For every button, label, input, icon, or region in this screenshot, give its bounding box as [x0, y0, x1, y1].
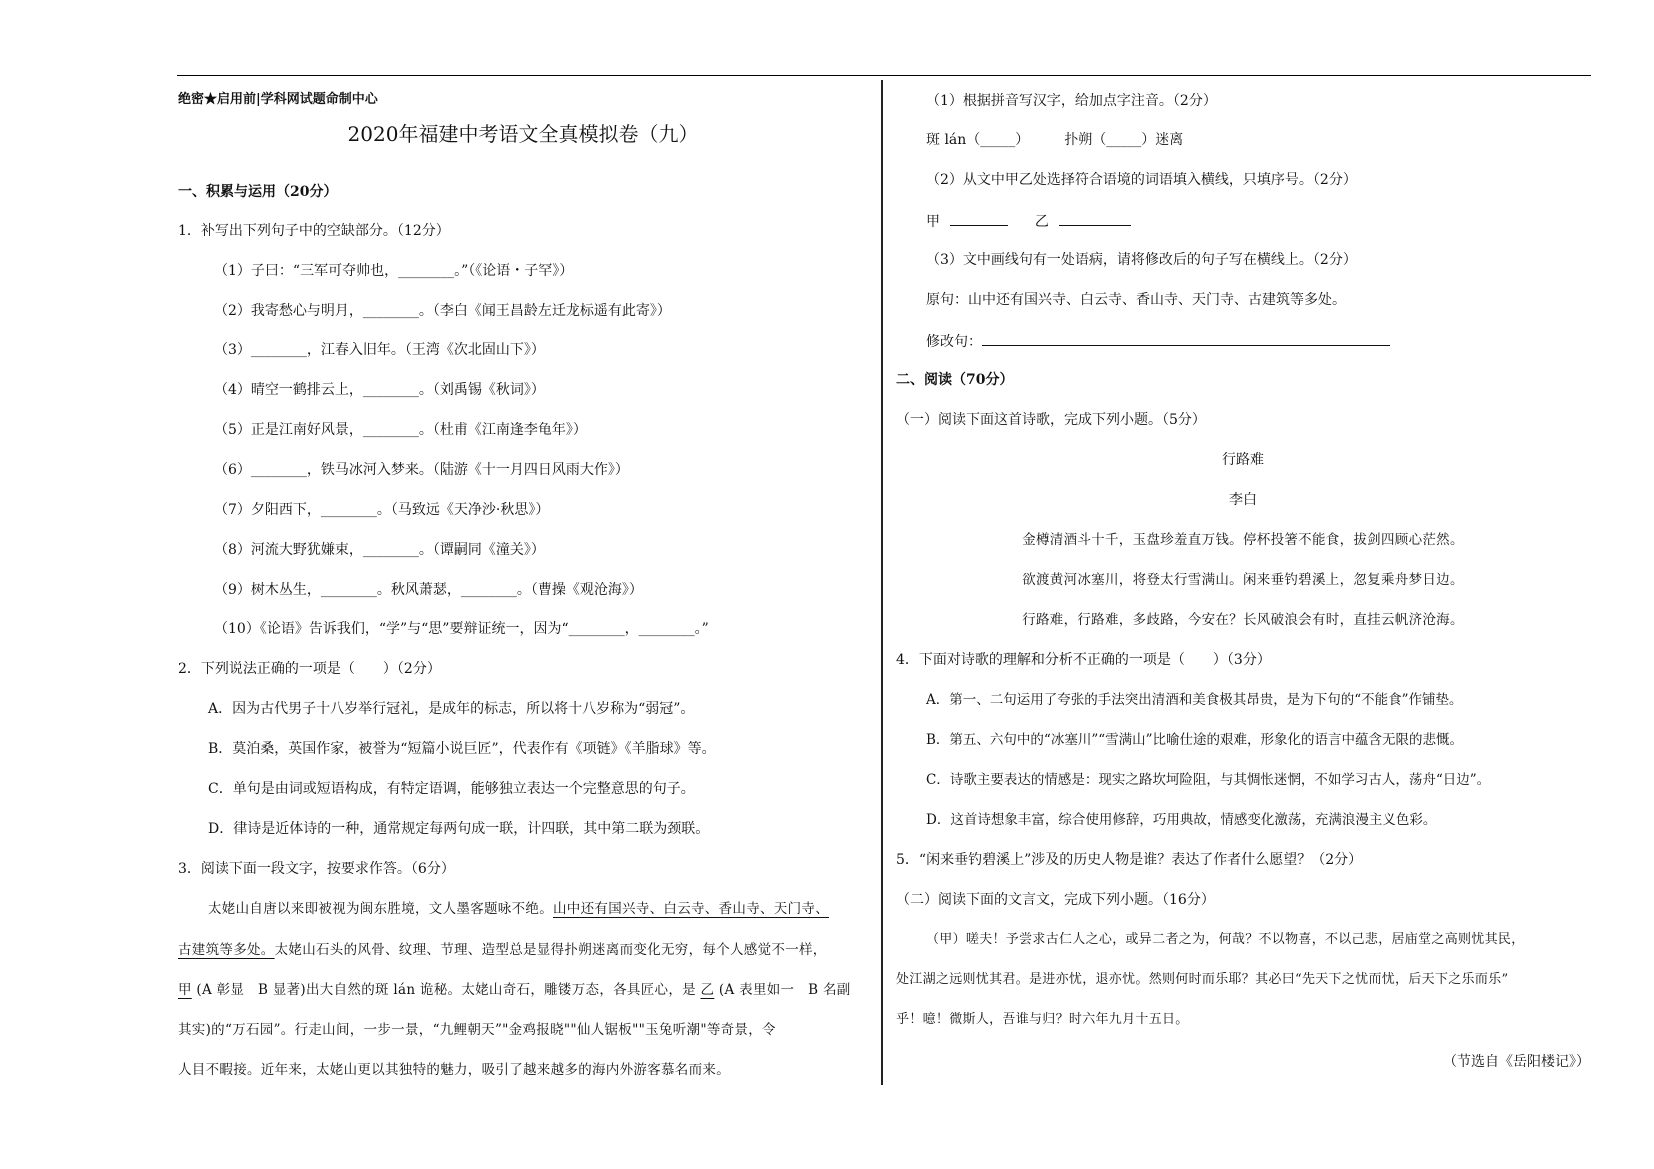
q4-option-d: D．这首诗想象丰富，综合使用修辞，巧用典故，情感变化激荡，充满浪漫主义色彩。	[926, 812, 1437, 828]
jia-blank[interactable]	[950, 211, 1008, 226]
q3-passage-line: 人目不暇接。近年来，太姥山更以其独特的魅力，吸引了越来越多的海内外游客慕名而来。	[178, 1062, 730, 1078]
q4-option-c: C．诗歌主要表达的情感是：现实之路坎坷险阻，与其惆怅迷惘，不如学习古人，荡舟“日边”。	[926, 772, 1491, 788]
revised-sentence-line	[896, 331, 1390, 351]
q1-item: （1）子曰：“三军可夺帅也，________。”（《论语・子罕》）	[214, 263, 574, 279]
blank-yi: 乙	[700, 982, 715, 998]
q4-option-b: B．第五、六句中的“冰塞川”“雪满山”比喻仕途的艰难，形象化的语言中蕴含无限的悲慨。	[926, 732, 1464, 748]
q3-passage-line	[178, 900, 829, 918]
underlined-sentence: 山中还有国兴寺、白云寺、香山寺、天门寺、	[553, 901, 829, 917]
q1-item: （10）《论语》告诉我们，“学”与“思”要辩证统一，因为“________，________。”	[214, 621, 709, 637]
q4-option-a: A．第一、二句运用了夸张的手法突出清酒和美食极其昂贵，是为下句的“不能食”作铺垫。	[926, 692, 1463, 708]
q4-stem: 4．下面对诗歌的理解和分析不正确的一项是（ ）（3分）	[896, 652, 1271, 668]
yi-label: 乙	[1034, 214, 1049, 230]
page-title: 2020年福建中考语文全真模拟卷（九）	[347, 122, 699, 146]
secret-label: 绝密★启用前|学科网试题命制中心	[178, 92, 378, 107]
revised-label: 修改句：	[926, 334, 982, 350]
classical-text-line: 乎！噫！微斯人，吾谁与归？时六年九月十五日。	[896, 1012, 1189, 1027]
q1-item: （8）河流大野犹嫌束，________。（谭嗣同《潼关》）	[214, 542, 545, 558]
q3-passage-line	[178, 981, 851, 999]
pinyin-blanks: 斑 lán（_____） 扑朔（_____）迷离	[926, 132, 1184, 148]
q1-stem: 1．补写出下列句子中的空缺部分。（12分）	[178, 223, 450, 239]
q5-stem: 5．“闲来垂钓碧溪上”涉及的历史人物是谁？表达了作者什么愿望？（2分）	[896, 852, 1363, 868]
underlined-sentence: 古建筑等多处。	[178, 942, 275, 958]
q1-item: （9）树木丛生，________。秋风萧瑟，________。（曹操《观沧海》）	[214, 582, 643, 598]
reading-1-intro: （一）阅读下面这首诗歌，完成下列小题。（5分）	[896, 412, 1206, 428]
q2-option-b: B．莫泊桑，英国作家，被誉为“短篇小说巨匠”，代表作有《项链》《羊脂球》等。	[208, 741, 716, 757]
blank-jia: 甲	[178, 982, 192, 998]
section-2-heading: 二、阅读（70分）	[896, 372, 1014, 388]
classical-text-line: 处江湖之远则忧其君。是进亦忧，退亦忧。然则何时而乐耶？其必曰“先天下之忧而忧，后天下之乐而乐”	[896, 972, 1509, 987]
q2-option-a: A．因为古代男子十八岁举行冠礼，是成年的标志，所以将十八岁称为“弱冠”。	[208, 701, 695, 717]
q3-passage-line	[178, 941, 827, 959]
top-rule	[177, 75, 1591, 76]
classical-text-line: （甲）嗟夫！予尝求古仁人之心，或异二者之为，何哉？不以物喜，不以己悲，居庙堂之高则忧其民，	[926, 932, 1525, 947]
jia-yi-answer-line	[896, 211, 1131, 231]
revised-blank[interactable]	[982, 331, 1390, 346]
source-note: （节选自《岳阳楼记》）	[1443, 1054, 1590, 1070]
q3-sub-3: （3）文中画线句有一处语病，请将修改后的句子写在横线上。（2分）	[926, 252, 1357, 268]
q3-sub-1: （1）根据拼音写汉字，给加点字注音。（2分）	[926, 93, 1217, 109]
q1-item: （6）________，铁马冰河入梦来。（陆游《十一月四日风雨大作》）	[214, 462, 629, 478]
q2-option-d: D．律诗是近体诗的一种，通常规定每两句成一联，计四联，其中第二联为颈联。	[208, 821, 710, 837]
q3-stem: 3．阅读下面一段文字，按要求作答。（6分）	[178, 861, 455, 877]
q3-sub-2: （2）从文中甲乙处选择符合语境的词语填入横线，只填序号。（2分）	[926, 172, 1357, 188]
jia-label: 甲	[926, 214, 940, 230]
section-1-heading: 一、积累与运用（20分）	[178, 184, 338, 200]
poem-line: 金樽清酒斗十千，玉盘珍羞直万钱。停杯投箸不能食，拔剑四顾心茫然。	[1022, 532, 1464, 548]
yi-blank[interactable]	[1059, 211, 1131, 226]
q2-stem: 2．下列说法正确的一项是（ ）（2分）	[178, 661, 441, 677]
original-sentence: 原句：山中还有国兴寺、白云寺、香山寺、天门寺、古建筑等多处。	[926, 292, 1346, 308]
column-divider	[881, 80, 883, 1085]
q1-item: （7）夕阳西下，________。（马致远《天净沙·秋思》）	[214, 502, 550, 518]
passage-text: 太姥山石头的风骨、纹理、节理、造型总是显得扑朔迷离而变化无穷，每个人感觉不一样，	[274, 942, 827, 958]
q2-option-c: C．单句是由词或短语构成，有特定语调，能够独立表达一个完整意思的句子。	[208, 781, 695, 797]
passage-text: (A 表里如一 B 名副	[714, 982, 851, 998]
q1-item: （4）晴空一鹤排云上，________。（刘禹锡《秋词》）	[214, 382, 545, 398]
poem-author: 李白	[1229, 492, 1257, 508]
q1-item: （5）正是江南好风景，________。（杜甫《江南逢李龟年》）	[214, 422, 587, 438]
q3-passage-line: 其实)的“万石园”。行走山间，一步一景，“九鲤朝天”"金鸡报晓""仙人锯板""玉兔听潮"等奇景，令	[178, 1022, 776, 1038]
q1-item: （2）我寄愁心与明月，________。（李白《闻王昌龄左迁龙标遥有此寄》）	[214, 303, 671, 319]
poem-line: 欲渡黄河冰塞川，将登太行雪满山。闲来垂钓碧溪上，忽复乘舟梦日边。	[1022, 572, 1464, 588]
poem-title: 行路难	[1222, 452, 1264, 468]
poem-line: 行路难，行路难，多歧路，今安在？长风破浪会有时，直挂云帆济沧海。	[1022, 612, 1464, 628]
q1-item: （3）________，江春入旧年。（王湾《次北固山下》）	[214, 342, 545, 358]
passage-text: (A 彰显 B 显著)出大自然的斑 lán 诡秘。太姥山奇石，雕镂万态，各具匠心，是	[191, 982, 701, 998]
passage-text: 太姥山自唐以来即被视为闽东胜境，文人墨客题咏不绝。	[208, 901, 553, 917]
reading-2-intro: （二）阅读下面的文言文，完成下列小题。（16分）	[896, 892, 1215, 908]
